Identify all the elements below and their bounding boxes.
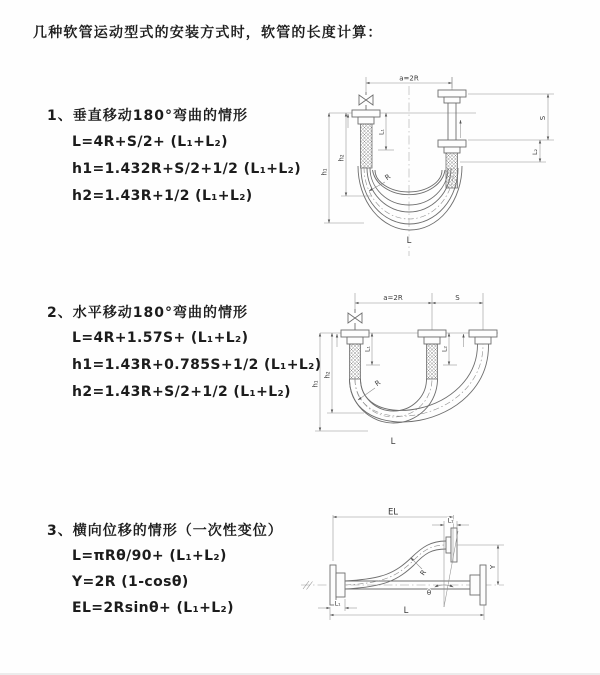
page-title: 几种软管运动型式的安装方式时，软管的长度计算： [33,25,383,41]
l1-label: L₁ [378,128,386,136]
section-2-formula-h2: h2=1.43R+S/2+1/2 (L₁+L₂) [72,384,291,400]
dimension-el [333,508,454,562]
dimension-l2 [442,333,458,365]
y-label: Y [489,564,497,570]
center-pipe-assembly [418,330,464,379]
hose-position-2 [349,344,488,422]
section-3-heading: 3、横向位移的情形（一次性变位） [47,523,283,539]
el-label: EL [387,507,399,518]
section-1-heading: 1、垂直移动180°弯曲的情形 [47,108,248,124]
h2-label: h₂ [337,154,346,162]
l2-label: L₂ [441,345,449,353]
left-pipe-assembly [337,330,369,379]
l1-top-label: L₁ [447,517,454,525]
left-flange [330,565,345,605]
diagram-horizontal-travel-180-bend [306,283,600,465]
dimension-l1-bottom [318,599,357,611]
dimension-h1 [321,113,365,223]
radius-label: R [383,172,393,183]
section-1-formula-L: L=4R+S/2+ (L₁+L₂) [72,134,228,150]
length-label: L [390,437,396,447]
l1-bottom-label: L₁ [334,600,341,608]
length-label: L [403,606,409,616]
stroke-label: S [539,115,547,121]
hose-position-1 [350,379,438,423]
section-1-formula-h2: h2=1.43R+1/2 (L₁+L₂) [72,188,253,204]
right-pipe-assembly [469,330,497,344]
section-3-formula-EL: EL=2Rsinθ+ (L₁+L₂) [72,600,234,616]
section-2-heading: 2、水平移动180°弯曲的情形 [47,305,248,321]
l2-label: L₂ [532,148,539,156]
dimension-span [355,293,483,330]
l1-label: L₁ [364,345,372,353]
section-2-formula-h1: h1=1.43R+0.785S+1/2 (L₁+L₂) [72,357,322,373]
angle-label: θ [426,589,432,597]
s-curve-hose [345,541,446,589]
span-label: a=2R [399,74,419,83]
diagram-lateral-displacement [298,503,598,651]
stroke-label: S [455,294,460,302]
radius-label: R [418,568,429,578]
h2-label: h₂ [323,371,332,379]
section-1-formula-h1: h1=1.432R+S/2+1/2 (L₁+L₂) [72,161,302,177]
h1-label: h₁ [311,380,320,388]
radius-callout [411,558,429,578]
valve-icon [359,92,373,110]
section-3-formula-Y: Y=2R (1-cosθ) [72,574,189,590]
dimension-l1-top [432,518,469,608]
length-label: L [406,236,412,246]
section-3-formula-L: L=πRθ/90+ (L₁+L₂) [72,548,227,564]
dimension-l1 [378,113,394,150]
right-flange [470,565,486,605]
section-2-formula-L: L=4R+1.57S+ (L₁+L₂) [72,330,249,346]
dimension-l1 [365,333,381,365]
radius-label: R [373,378,383,389]
h1-label: h₁ [320,168,329,176]
span-label: a=2R [383,294,403,302]
left-pipe-assembly [348,110,380,168]
dimension-length [330,605,484,620]
dimension-stroke [460,94,554,162]
diagram-vertical-travel-180-bend [312,68,566,264]
valve-icon [348,309,362,330]
